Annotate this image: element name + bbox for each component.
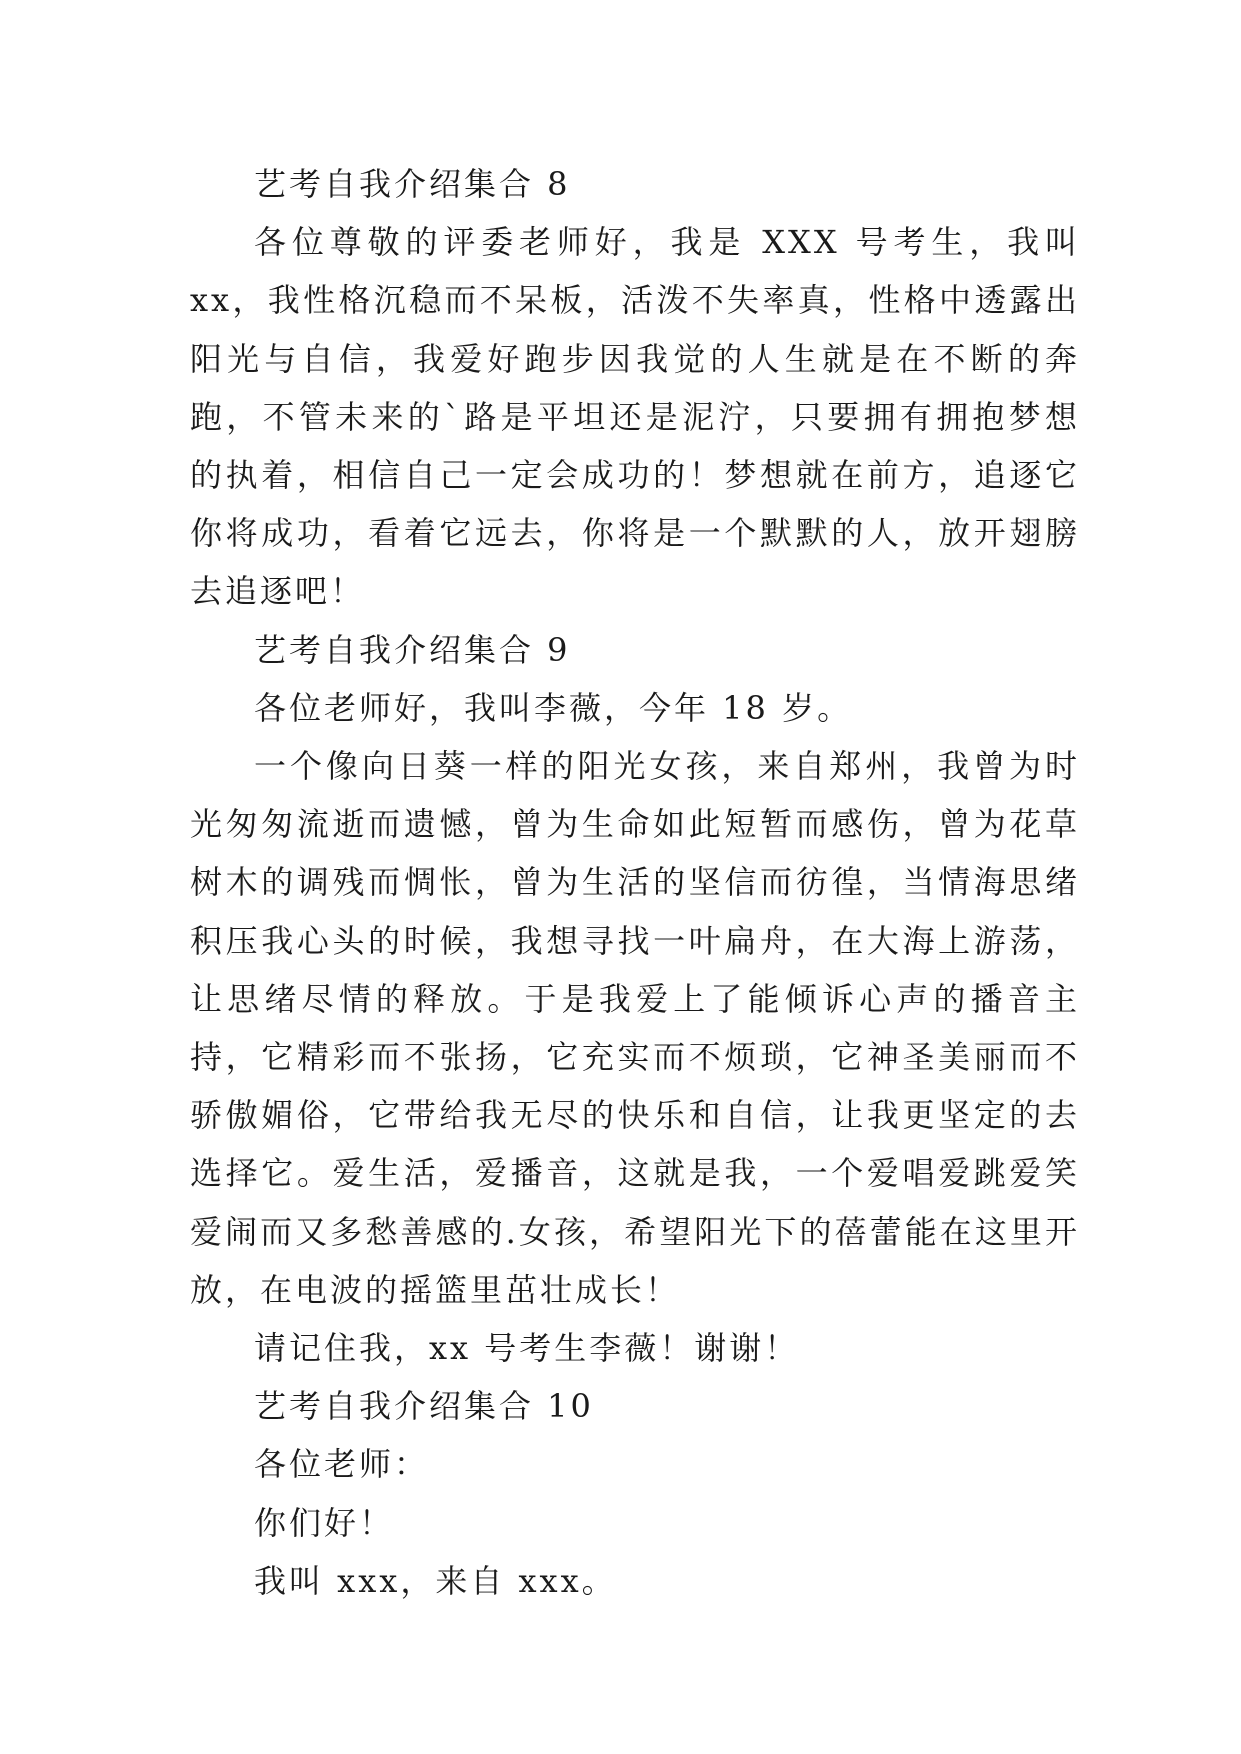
paragraph: 各位老师： (254, 1445, 430, 1484)
section-heading-9: 艺考自我介绍集合 9 (254, 630, 571, 669)
document-body (190, 155, 1080, 1610)
paragraph: 各位尊敬的评委老师好，我是 XXX 号考生，我叫 xx，我性格沉稳而不呆板，活泼不失率真，性格中透露出阳光与自信，我爱好跑步因我觉的人生就是在不断的奔跑，不管未来的`路是平坦还是泥泞，只要拥有拥抱梦想的执着，相信自己一定会成功的！梦想就在前方，追逐它你将成功，看着它远去，你将是一个默默的人，放开翅膀去追逐吧！ (190, 223, 1080, 611)
paragraph: 各位老师好，我叫李薇，今年 18 岁。 (254, 688, 853, 727)
paragraph: 你们好！ (254, 1503, 395, 1542)
paragraph: 我叫 xxx，来自 xxx。 (254, 1561, 617, 1600)
paragraph: 请记住我，xx 号考生李薇！谢谢！ (254, 1329, 800, 1368)
section-heading-10: 艺考自我介绍集合 10 (254, 1387, 594, 1426)
section-heading-8: 艺考自我介绍集合 8 (254, 165, 571, 203)
paragraph: 一个像向日葵一样的阳光女孩，来自郑州，我曾为时光匆匆流逝而遗憾，曾为生命如此短暂而感伤，曾为花草树木的调残而惆怅，曾为生活的坚信而彷徨，当情海思绪积压我心头的时候，我想寻找一叶扁舟，在大海上游荡，让思绪尽情的释放。于是我爱上了能倾诉心声的播音主持，它精彩而不张扬，它充实而不烦琐，它神圣美丽而不骄傲媚俗，它带给我无尽的快乐和自信，让我更坚定的去选择它。爱生活，爱播音，这就是我，一个爱唱爱跳爱笑爱闹而又多愁善感的.女孩，希望阳光下的蓓蕾能在这里开放，在电波的摇篮里茁壮成长！ (190, 747, 1080, 1309)
